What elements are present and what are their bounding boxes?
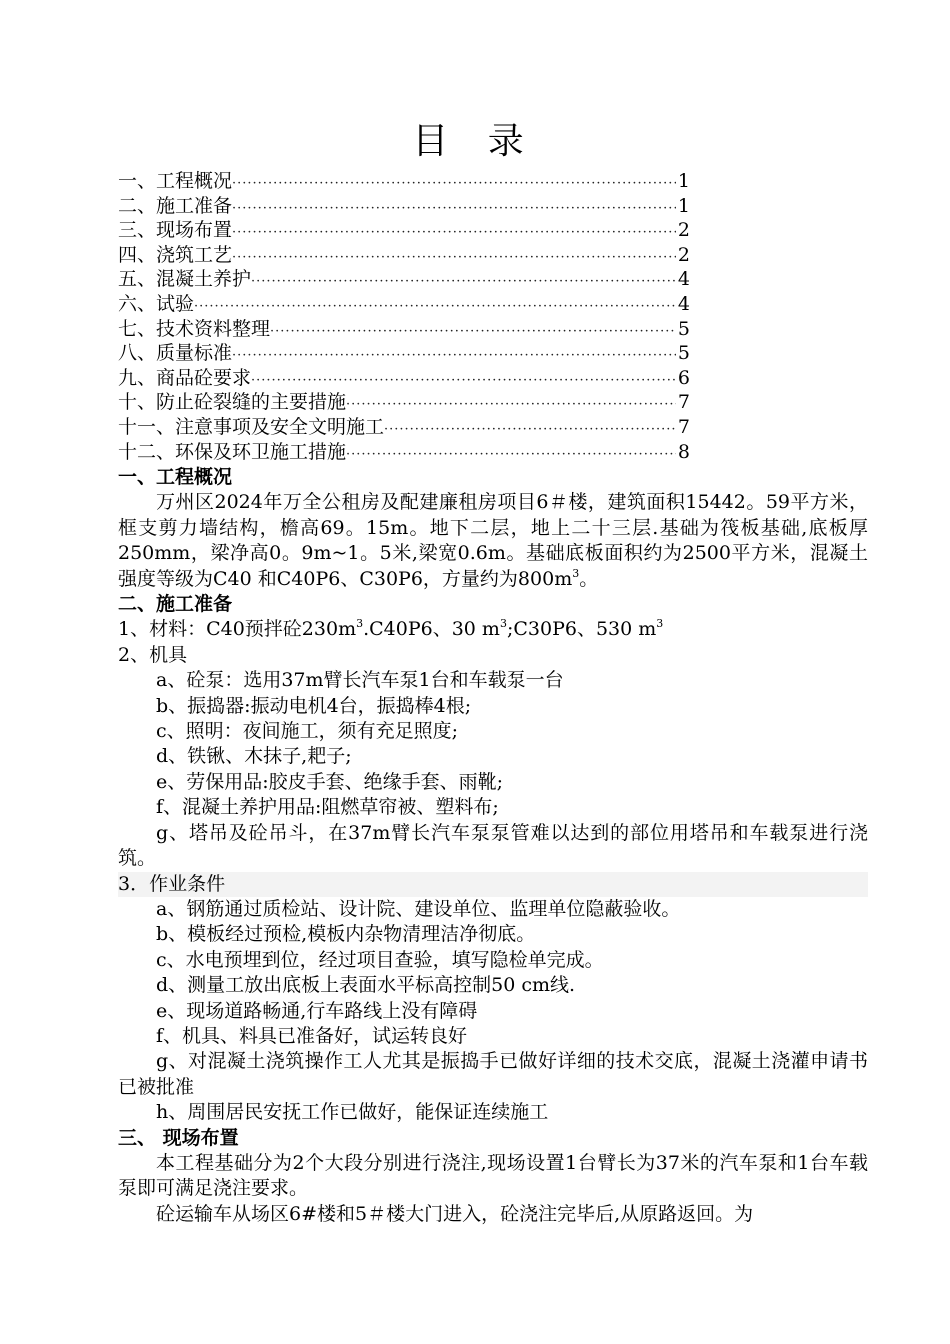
- page-title: 目 录: [412, 121, 538, 162]
- toc-entry-page: 7: [677, 415, 690, 438]
- toc-entry-label: 四、浇筑工艺: [118, 243, 233, 266]
- list-item: c、照明：夜间施工，须有充足照度;: [156, 720, 459, 743]
- toc-entry: [118, 292, 690, 317]
- toc-entry-page: 7: [677, 391, 690, 414]
- toc-leader-dots: [232, 344, 676, 369]
- section-heading: 二、施工准备: [118, 593, 233, 616]
- toc-entry-page: 2: [677, 219, 690, 242]
- materials-text: .C40P6、30 m: [363, 618, 500, 641]
- toc-leader-dots: [270, 320, 676, 345]
- toc-leader-dots: [346, 443, 676, 468]
- paragraph: 砼运输车从场区6#楼和5＃楼大门进入，砼浇注完毕后,从原路返回。为: [156, 1202, 754, 1225]
- toc-entry-page: 6: [677, 366, 690, 389]
- toc-entry-page: 4: [677, 292, 690, 315]
- conditions-label: 3．作业条件: [118, 872, 868, 897]
- list-item: d、测量工放出底板上表面水平标高控制50 cm线.: [156, 974, 576, 997]
- materials-text: 1、材料：C40预拌砼230m: [118, 618, 357, 641]
- toc-entry-page: 2: [677, 243, 690, 266]
- toc-entry: [118, 390, 690, 415]
- list-item: h、周围居民安抚工作已做好，能保证连续施工: [156, 1101, 549, 1124]
- list-item: a、钢筋通过质检站、设计院、建设单位、监理单位隐蔽验收。: [156, 897, 681, 920]
- document-body: [118, 465, 868, 1227]
- toc-entry: [118, 243, 690, 268]
- toc-entry-label: 十二、环保及环卫施工措施: [118, 440, 347, 463]
- list-item: e、现场道路畅通,行车路线上没有障碍: [156, 999, 478, 1022]
- toc-leader-dots: [232, 221, 676, 246]
- superscript: 3: [499, 617, 507, 631]
- toc-entry-page: 1: [677, 194, 690, 217]
- list-item: f、机具、料具已准备好，试运转良好: [156, 1024, 468, 1047]
- toc-entry-label: 一、工程概况: [118, 170, 233, 192]
- toc-entry: [118, 366, 690, 391]
- toc-entry: [118, 194, 690, 219]
- superscript: 3: [356, 617, 364, 631]
- paragraph-text: 万州区2024年万全公租房及配建廉租房项目6＃楼，建筑面积15442。59平方米，框支剪力墙结构，檐高69。15m。地下二层，地上二十三层.基础为筏板基础,底板厚250mm，梁净高0。9m~1。5米,梁宽0.6m。基础底板面积约为2500平方米，混凝土强度等级为C40 和C40P6、C30P6，方量约为800m: [118, 491, 868, 590]
- toc-entry: [118, 415, 690, 440]
- table-of-contents: [118, 169, 690, 464]
- toc-leader-dots: [384, 418, 676, 443]
- list-item: g、塔吊及砼吊斗，在37m臂长汽车泵泵管难以达到的部位用塔吊和车载泵进行浇筑。: [118, 821, 868, 870]
- toc-entry: [118, 440, 690, 465]
- list-item: b、振捣器:振动电机4台，振捣棒4根;: [156, 694, 472, 717]
- toc-entry-label: 五、混凝土养护: [118, 268, 252, 291]
- materials-text: ;C30P6、530 m: [506, 618, 657, 641]
- materials-line: [118, 617, 868, 642]
- toc-leader-dots: [232, 246, 676, 271]
- tools-label: 2、机具: [118, 643, 188, 666]
- toc-entry-label: 十一、注意事项及安全文明施工: [118, 415, 385, 438]
- toc-entry-label: 六、试验: [118, 292, 195, 315]
- toc-entry: [118, 218, 690, 243]
- toc-entry-label: 九、商品砼要求: [118, 366, 252, 389]
- section-heading: 三、 现场布置: [118, 1126, 239, 1149]
- toc-leader-dots: [251, 270, 676, 295]
- toc-entry-page: 8: [677, 440, 690, 463]
- toc-leader-dots: [232, 172, 676, 197]
- list-item: f、混凝土养护用品:阻燃草帘被、塑料布;: [156, 796, 499, 819]
- section-heading: 一、工程概况: [118, 466, 233, 488]
- superscript: 3: [656, 617, 664, 631]
- toc-entry: [118, 317, 690, 342]
- toc-leader-dots: [232, 197, 676, 222]
- list-item: c、水电预埋到位，经过项目查验，填写隐检单完成。: [156, 948, 604, 971]
- toc-entry-label: 七、技术资料整理: [118, 317, 271, 340]
- toc-entry-label: 三、现场布置: [118, 219, 233, 242]
- toc-entry-page: 4: [677, 268, 690, 291]
- toc-entry-page: 1: [677, 170, 690, 192]
- toc-entry-label: 八、质量标准: [118, 342, 233, 365]
- list-item: e、劳保用品:胶皮手套、绝缘手套、雨靴;: [156, 770, 504, 793]
- toc-entry: [118, 341, 690, 366]
- toc-entry: [118, 169, 690, 194]
- list-item: d、铁锹、木抹子,耙子;: [156, 745, 352, 768]
- toc-entry-label: 二、施工准备: [118, 194, 233, 217]
- superscript: 3: [572, 566, 580, 580]
- project-overview-paragraph: [118, 490, 868, 592]
- paragraph-end: 。: [579, 567, 599, 590]
- list-item: a、砼泵：选用37m臂长汽车泵1台和车载泵一台: [156, 669, 564, 692]
- list-item: g、对混凝土浇筑操作工人尤其是振捣手已做好详细的技术交底，混凝土浇灌申请书已被批准: [118, 1050, 868, 1098]
- toc-entry-page: 5: [677, 342, 690, 365]
- toc-entry-label: 十、防止砼裂缝的主要措施: [118, 391, 347, 414]
- toc-entry-page: 5: [677, 317, 690, 340]
- list-item: b、模板经过预检,模板内杂物清理洁净彻底。: [156, 923, 536, 946]
- paragraph: 本工程基础分为2个大段分别进行浇注,现场设置1台臂长为37米的汽车泵和1台车载泵即可满足浇注要求。: [118, 1151, 868, 1200]
- toc-leader-dots: [346, 393, 676, 418]
- toc-entry: [118, 267, 690, 292]
